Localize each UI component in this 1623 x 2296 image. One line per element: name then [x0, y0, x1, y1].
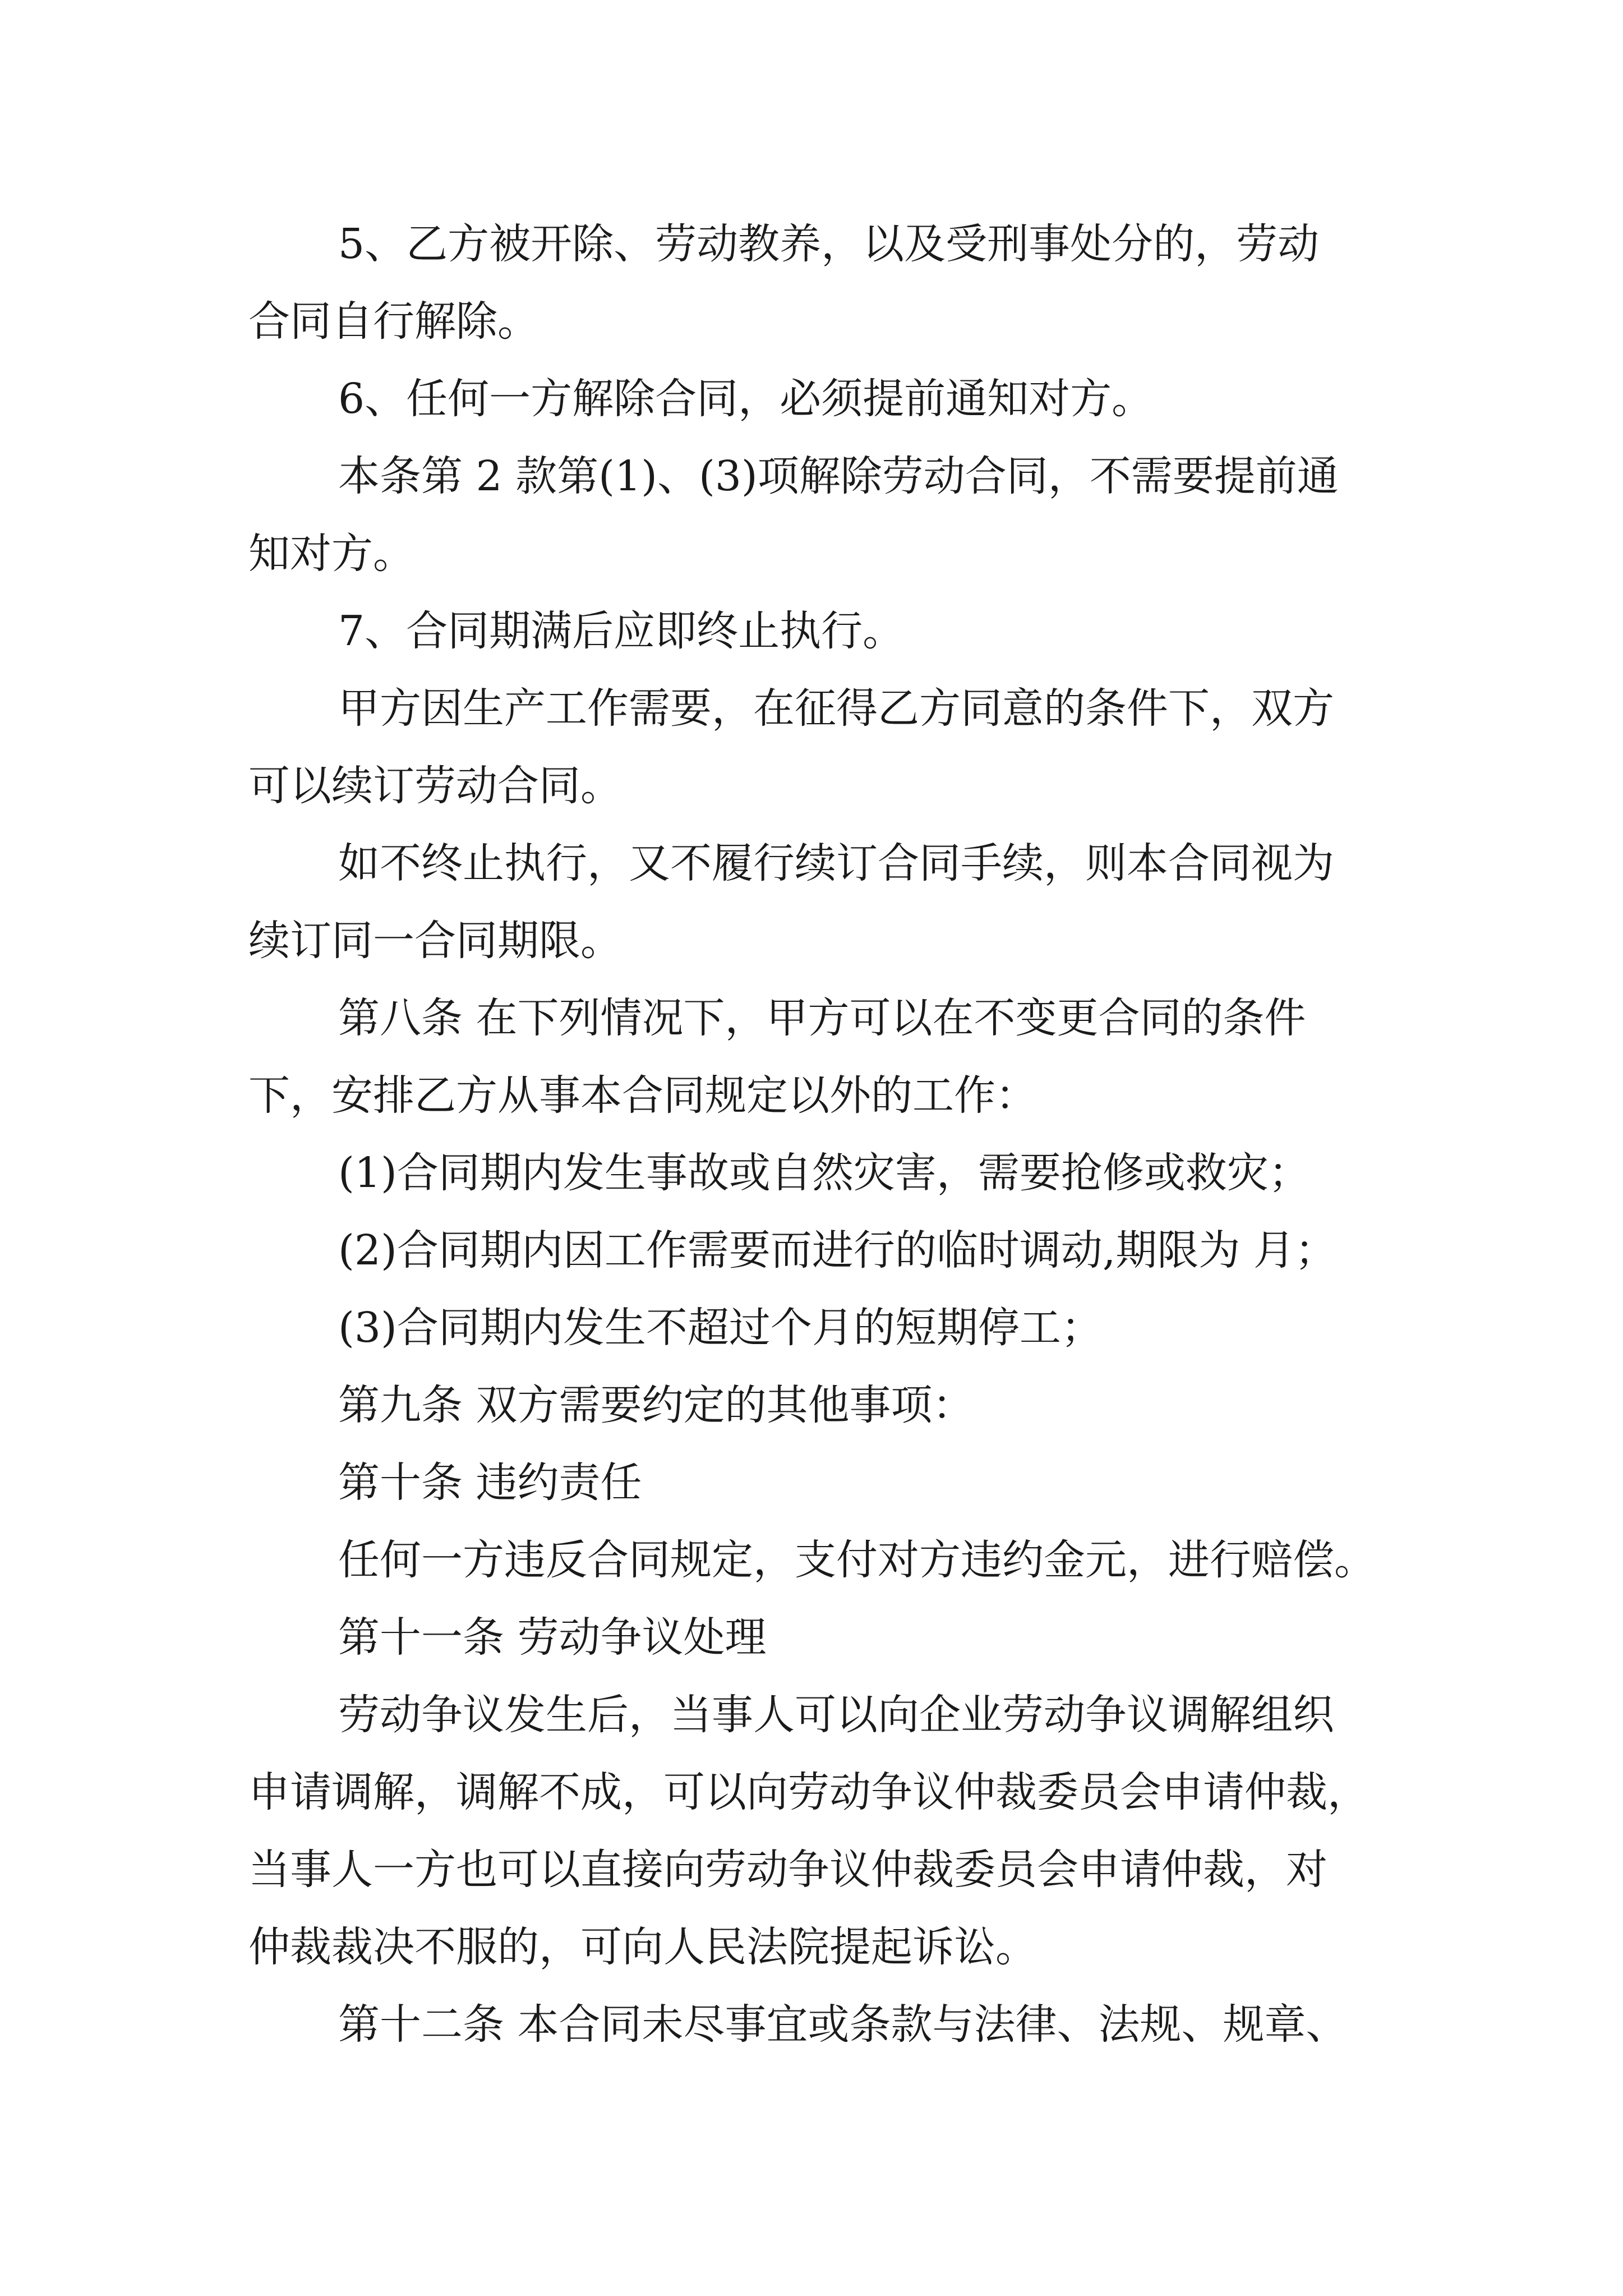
text-line: 如不终止执行，又不履行续订合同手续，则本合同视为 — [338, 839, 1334, 887]
text-line: 第八条 在下列情况下，甲方可以在不变更合同的条件 — [338, 994, 1306, 1042]
text-line: 合同自行解除。 — [248, 297, 539, 346]
text-line: 6、任何一方解除合同，必须提前通知对方。 — [338, 375, 1154, 423]
text-line: 第十二条 本合同未尽事宜或条款与法律、法规、规章、 — [338, 2000, 1348, 2049]
text-line: (3)合同期内发生不超过个月的短期停工； — [338, 1304, 1103, 1352]
text-line: 任何一方违反合同规定，支付对方违约金元，进行赔偿。 — [338, 1536, 1376, 1584]
text-line: 申请调解，调解不成，可以向劳动争议仲裁委员会申请仲裁， — [248, 1768, 1369, 1816]
text-line: 下，安排乙方从事本合同规定以外的工作： — [248, 1071, 1037, 1120]
text-line: 甲方因生产工作需要，在征得乙方同意的条件下，双方 — [338, 684, 1334, 733]
text-line: 本条第 2 款第(1)、(3)项解除劳动合同，不需要提前通 — [338, 452, 1339, 500]
text-line: 第十一条 劳动争议处理 — [338, 1613, 767, 1662]
text-line: 知对方。 — [248, 530, 414, 578]
text-line: 5、乙方被开除、劳动教养，以及受刑事处分的，劳动 — [338, 220, 1320, 268]
text-line: 劳动争议发生后，当事人可以向企业劳动争议调解组织 — [338, 1691, 1334, 1739]
text-line: 7、合同期满后应即终止执行。 — [338, 607, 905, 655]
text-line: 第九条 双方需要约定的其他事项： — [338, 1381, 974, 1429]
text-line: 续订同一合同期限。 — [248, 917, 622, 965]
text-line: (1)合同期内发生事故或自然灾害，需要抢修或救灾； — [338, 1149, 1310, 1197]
text-line: 第十条 违约责任 — [338, 1458, 642, 1507]
text-line: (2)合同期内因工作需要而进行的临时调动,期限为 月； — [338, 1226, 1336, 1274]
text-line: 当事人一方也可以直接向劳动争议仲裁委员会申请仲裁，对 — [248, 1846, 1327, 1894]
text-line: 可以续订劳动合同。 — [248, 762, 622, 810]
text-line: 仲裁裁决不服的，可向人民法院提起诉讼。 — [248, 1923, 1037, 1971]
